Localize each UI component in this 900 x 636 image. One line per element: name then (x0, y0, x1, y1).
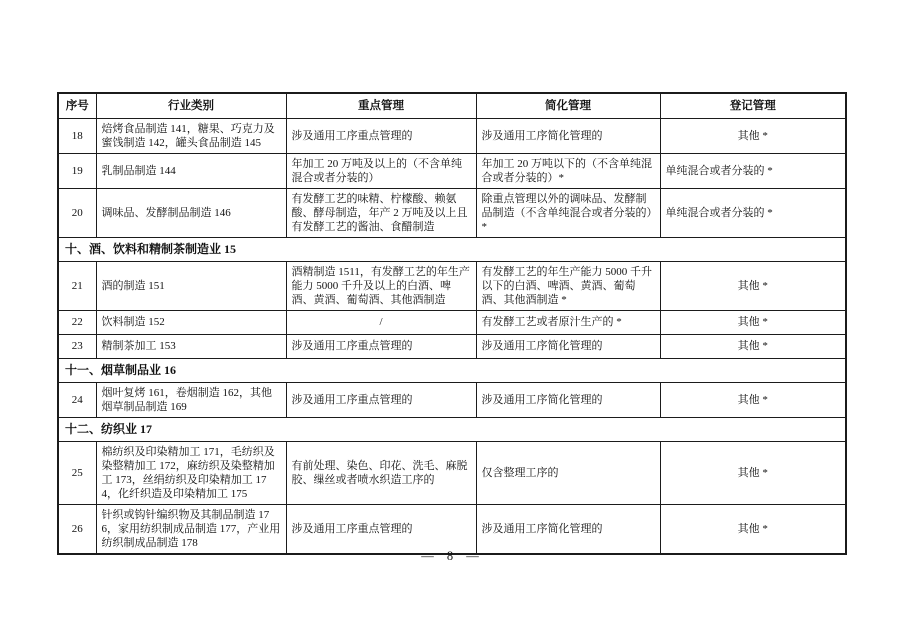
header-industry: 行业类别 (96, 93, 286, 118)
cell-industry: 调味品、发酵制品制造 146 (96, 188, 286, 237)
cell-simplified: 仅含整理工序的 (476, 441, 660, 504)
cell-key: 涉及通用工序重点管理的 (286, 504, 476, 554)
permit-category-table (57, 92, 847, 555)
cell-simplified: 涉及通用工序简化管理的 (476, 334, 660, 358)
table-row (58, 310, 846, 334)
cell-no: 21 (58, 261, 96, 310)
cell-registration: 其他 * (660, 310, 846, 334)
table-row (58, 153, 846, 188)
cell-registration: 其他 * (660, 118, 846, 153)
header-key-management: 重点管理 (286, 93, 476, 118)
cell-key: / (286, 310, 476, 334)
table-header (58, 93, 846, 118)
cell-registration: 其他 * (660, 334, 846, 358)
cell-industry: 烟叶复烤 161，卷烟制造 162，其他烟草制品制造 169 (96, 382, 286, 417)
section-label: 十二、纺织业 17 (58, 417, 846, 441)
cell-industry: 针织或钩针编织物及其制品制造 176，家用纺织制成品制造 177，产业用纺织制成品制造 178 (96, 504, 286, 554)
cell-registration: 单纯混合或者分装的 * (660, 153, 846, 188)
cell-registration: 其他 * (660, 504, 846, 554)
cell-industry: 乳制品制造 144 (96, 153, 286, 188)
cell-industry: 棉纺织及印染精加工 171，毛纺织及染整精加工 172，麻纺织及染整精加工 173，丝绢纺织及印染精加工 174，化纤织造及印染精加工 175 (96, 441, 286, 504)
page-number: — 8 — (421, 549, 479, 563)
header-simplified-management: 简化管理 (476, 93, 660, 118)
section-label: 十一、烟草制品业 16 (58, 358, 846, 382)
cell-no: 25 (58, 441, 96, 504)
cell-no: 26 (58, 504, 96, 554)
table-row (58, 334, 846, 358)
cell-no: 20 (58, 188, 96, 237)
cell-key: 年加工 20 万吨及以上的（不含单纯混合或者分装的） (286, 153, 476, 188)
cell-industry: 焙烤食品制造 141，糖果、巧克力及蜜饯制造 142，罐头食品制造 145 (96, 118, 286, 153)
cell-no: 24 (58, 382, 96, 417)
table-row (58, 118, 846, 153)
cell-key: 涉及通用工序重点管理的 (286, 334, 476, 358)
section-row (58, 358, 846, 382)
cell-simplified: 涉及通用工序简化管理的 (476, 382, 660, 417)
cell-industry: 酒的制造 151 (96, 261, 286, 310)
table-row (58, 188, 846, 237)
cell-simplified: 涉及通用工序简化管理的 (476, 118, 660, 153)
table-body (58, 118, 846, 554)
cell-registration: 其他 * (660, 382, 846, 417)
section-row (58, 417, 846, 441)
table-row (58, 261, 846, 310)
cell-key: 涉及通用工序重点管理的 (286, 382, 476, 417)
cell-key: 酒精制造 1511，有发酵工艺的年生产能力 5000 千升及以上的白酒、啤酒、黄酒、葡萄酒、其他酒制造 (286, 261, 476, 310)
cell-simplified: 有发酵工艺或者原汁生产的 * (476, 310, 660, 334)
section-row (58, 237, 846, 261)
cell-registration: 其他 * (660, 441, 846, 504)
cell-simplified: 除重点管理以外的调味品、发酵制品制造（不含单纯混合或者分装的）* (476, 188, 660, 237)
header-registration-management: 登记管理 (660, 93, 846, 118)
cell-no: 23 (58, 334, 96, 358)
cell-no: 19 (58, 153, 96, 188)
cell-key: 有前处理、染色、印花、洗毛、麻脱胶、缫丝或者喷水织造工序的 (286, 441, 476, 504)
cell-simplified: 年加工 20 万吨以下的（不含单纯混合或者分装的）* (476, 153, 660, 188)
cell-industry: 饮料制造 152 (96, 310, 286, 334)
cell-registration: 单纯混合或者分装的 * (660, 188, 846, 237)
header-row (58, 93, 846, 118)
section-label: 十、酒、饮料和精制茶制造业 15 (58, 237, 846, 261)
header-no: 序号 (58, 93, 96, 118)
cell-registration: 其他 * (660, 261, 846, 310)
cell-simplified: 有发酵工艺的年生产能力 5000 千升以下的白酒、啤酒、黄酒、葡萄酒、其他酒制造 * (476, 261, 660, 310)
cell-no: 22 (58, 310, 96, 334)
cell-key: 有发酵工艺的味精、柠檬酸、赖氨酸、酵母制造，年产 2 万吨及以上且有发酵工艺的酱油、食醋制造 (286, 188, 476, 237)
cell-no: 18 (58, 118, 96, 153)
cell-key: 涉及通用工序重点管理的 (286, 118, 476, 153)
table-row (58, 382, 846, 417)
cell-simplified: 涉及通用工序简化管理的 (476, 504, 660, 554)
table-row (58, 441, 846, 504)
table-row (58, 504, 846, 554)
cell-industry: 精制茶加工 153 (96, 334, 286, 358)
